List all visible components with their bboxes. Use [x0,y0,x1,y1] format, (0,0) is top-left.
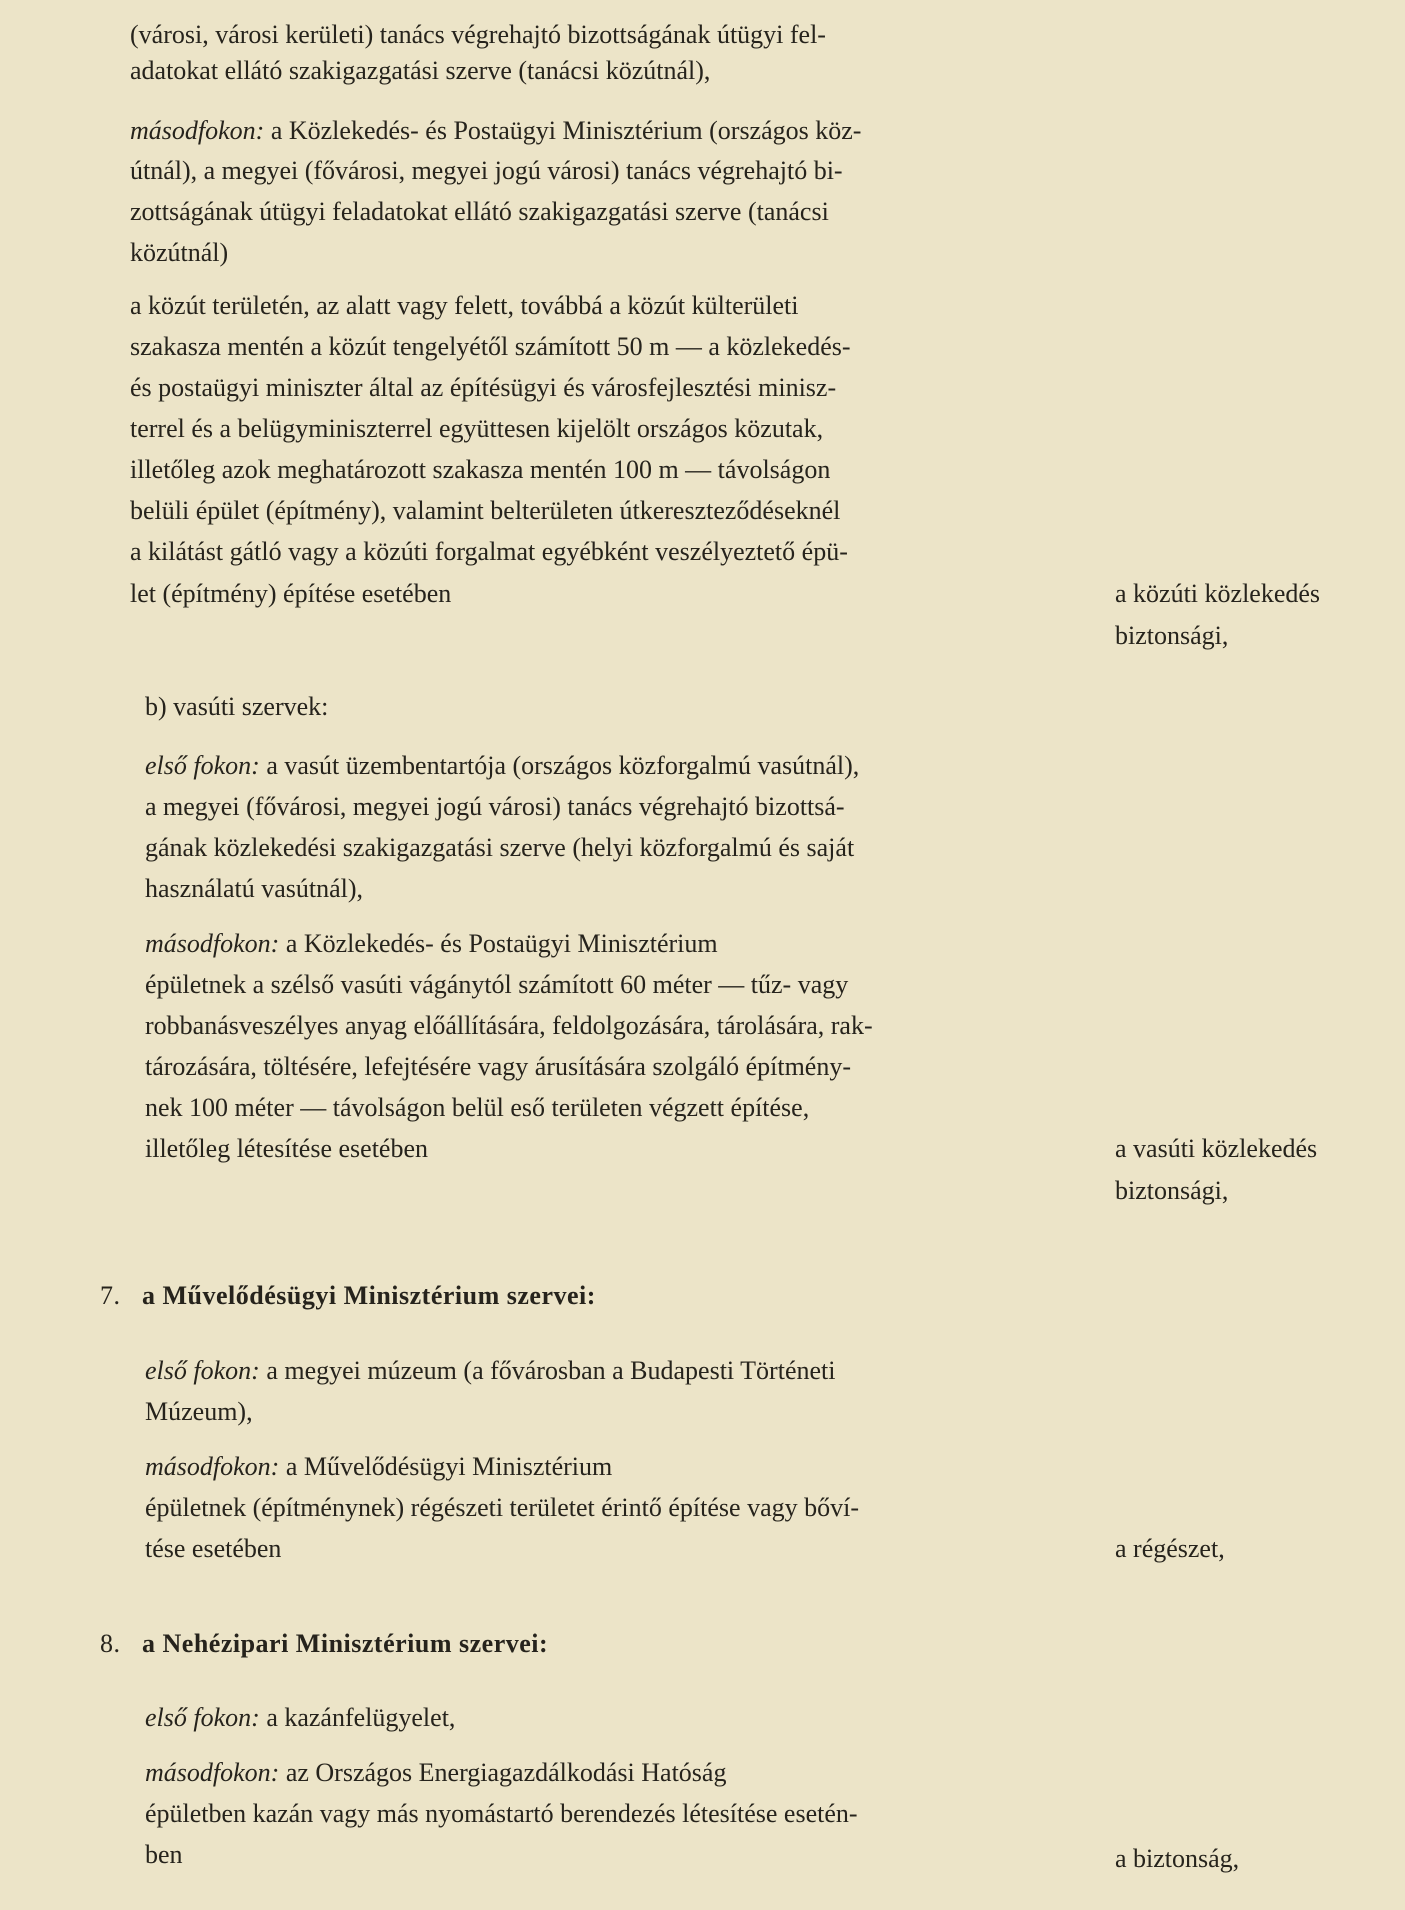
label-elso-fokon: első fokon: [145,1356,260,1385]
text-line: ben [145,1840,183,1869]
subsection-heading: b) vasúti szervek: [145,692,329,721]
section-heading: 8. a Nehézipari Minisztérium szervei: [100,1623,548,1665]
text-line: első fokon: a kazánfelügyelet, [145,1703,456,1732]
section-number: 8. [100,1629,121,1658]
text-line: szakasza mentén a közút tengelyétől számított 50 m — a közlekedés- [130,332,851,361]
text-line: tározására, töltésére, lefejtésére vagy árusítására szolgáló építmény- [145,1052,851,1081]
label-masodfokon: másodfokon: [145,1452,280,1481]
text-line: terrel és a belügyminiszterrel együttesen kijelölt országos közutak, [130,414,824,443]
label-masodfokon: másodfokon: [145,1758,280,1787]
text-line: robbanásveszélyes anyag előállítására, feldolgozására, tárolására, rak- [145,1011,873,1040]
text-line: let (építmény) építése esetében [130,579,452,608]
section-number: 7. [100,1281,121,1310]
text-line: a megyei (fővárosi, megyei jogú városi) tanács végrehajtó bizottsá- [145,792,845,821]
text-line: és postaügyi miniszter által az építésügyi és városfejlesztési minisz- [130,373,837,402]
margin-note: a közúti közlekedés [1115,579,1321,608]
text-line: Múzeum), [145,1397,253,1426]
margin-note: a biztonság, [1115,1844,1240,1873]
margin-note: a vasúti közlekedés [1115,1134,1318,1163]
text-line: közútnál) [130,238,229,267]
text-line: épületnek a szélső vasúti vágánytól számított 60 méter — tűz- vagy [145,970,849,999]
text-line: (városi, városi kerületi) tanács végrehajtó bizottságának útügyi fel- [130,20,826,49]
text-line: illetőleg létesítése esetében [145,1134,428,1163]
text-line: használatú vasútnál), [145,874,364,903]
margin-note: a régészet, [1115,1534,1225,1563]
text-line: gának közlekedési szakigazgatási szerve (helyi közforgalmú és saját [145,833,855,862]
text-line: útnál), a megyei (fővárosi, megyei jogú városi) tanács végrehajtó bi- [130,156,843,185]
label-masodfokon: másodfokon: [145,929,280,958]
text-line: másodfokon: a Közlekedés- és Postaügyi Minisztérium (országos köz- [130,116,862,145]
text-line: tése esetében [145,1534,282,1563]
text-line: a közút területén, az alatt vagy felett, továbbá a közút külterületi [130,291,799,320]
text-line: másodfokon: az Országos Energiagazdálkodási Hatóság [145,1758,727,1787]
label-masodfokon: másodfokon: [130,116,265,145]
text-line: épületben kazán vagy más nyomástartó berendezés létesítése esetén- [145,1799,858,1828]
text-line: épületnek (építménynek) régészeti területet érintő építése vagy bőví- [145,1493,859,1522]
text-line: nek 100 méter — távolságon belül eső területen végzett építése, [145,1093,810,1122]
text-line: első fokon: a megyei múzeum (a fővárosban a Budapesti Történeti [145,1356,836,1385]
margin-note: biztonsági, [1115,621,1229,650]
text-line: zottságának útügyi feladatokat ellátó szakigazgatási szerve (tanácsi [130,197,829,226]
text-line: a kilátást gátló vagy a közúti forgalmat egyébként veszélyeztető épü- [130,537,848,566]
text-line: másodfokon: a Művelődésügyi Minisztérium [145,1452,613,1481]
text-line: másodfokon: a Közlekedés- és Postaügyi Minisztérium [145,929,718,958]
margin-note: biztonsági, [1115,1176,1229,1205]
text-line: első fokon: a vasút üzembentartója (országos közforgalmú vasútnál), [145,751,860,780]
section-heading: 7. a Művelődésügyi Minisztérium szervei: [100,1275,596,1317]
label-elso-fokon: első fokon: [145,751,260,780]
text-line: belüli épület (építmény), valamint belterületen útkereszteződéseknél [130,496,841,525]
text-line: adatokat ellátó szakigazgatási szerve (tanácsi közútnál), [130,56,711,85]
text-line: illetőleg azok meghatározott szakasza mentén 100 m — távolságon [130,455,831,484]
label-elso-fokon: első fokon: [145,1703,260,1732]
